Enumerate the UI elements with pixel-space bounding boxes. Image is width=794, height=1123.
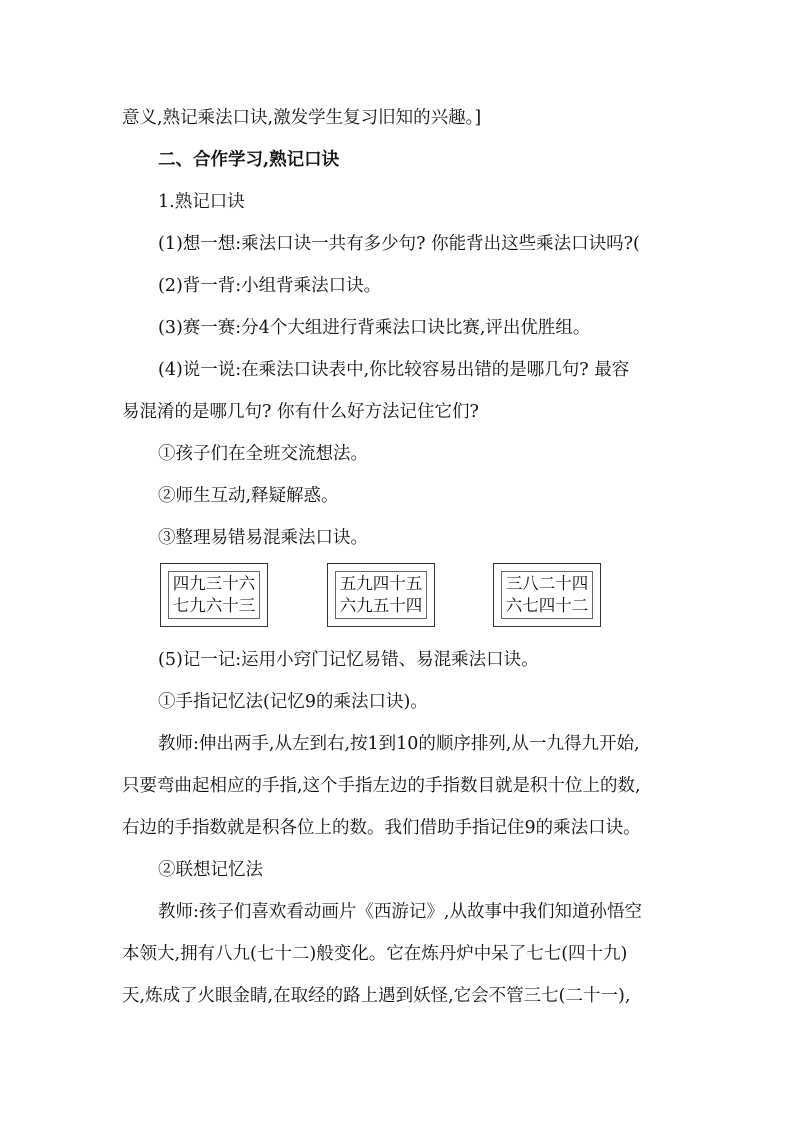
paragraph-line-intro-end: 意义,熟记乘法口诀,激发学生复习旧知的兴趣。] (122, 108, 482, 128)
formula-box-1-inner (168, 571, 260, 619)
teacher-finger-line-3: 右边的手指数就是积各位上的数。我们借助手指记住9的乘法口诀。 (122, 818, 641, 838)
teacher-finger-line-1: 教师:伸出两手,从左到右,按1到10的顺序排列,从一九得九开始, (158, 734, 640, 754)
formula-box-3-line-2: 六七四十二 (505, 596, 589, 615)
formula-box-2-line-2: 六九五十四 (339, 596, 423, 615)
step-memorize: (5)记一记:运用小窍门记忆易错、易混乘法口诀。 (158, 650, 539, 670)
formula-box-1-line-2: 七九六十三 (172, 596, 256, 615)
step-think: (1)想一想:乘法口诀一共有多少句? 你能背出这些乘法口诀吗?( (158, 234, 640, 254)
teacher-story-line-2: 本领大,拥有八九(七十二)般变化。它在炼丹炉中呆了七七(四十九) (122, 944, 628, 964)
point-organize: ③整理易错易混乘法口诀。 (158, 528, 368, 548)
step-discuss: (4)说一说:在乘法口诀表中,你比较容易出错的是哪几句? 最容 (158, 360, 630, 380)
point-interact: ②师生互动,释疑解惑。 (158, 486, 339, 506)
formula-box-1-line-1: 四九三十六 (172, 574, 256, 593)
teacher-story-line-3: 天,炼成了火眼金睛,在取经的路上遇到妖怪,它会不管三七(二十一), (122, 986, 631, 1006)
formula-box-1 (160, 563, 268, 627)
method-finger: ①手指记忆法(记忆9的乘法口诀)。 (158, 692, 428, 712)
section-heading: 二、合作学习,熟记口诀 (158, 150, 340, 170)
step-recite: (2)背一背:小组背乘法口诀。 (158, 276, 382, 296)
formula-box-2-inner (335, 571, 427, 619)
subsection-heading: 1.熟记口诀 (158, 192, 245, 212)
step-compete: (3)赛一赛:分4个大组进行背乘法口诀比赛,评出优胜组。 (158, 318, 591, 338)
point-exchange: ①孩子们在全班交流想法。 (158, 444, 368, 464)
formula-box-2 (327, 563, 435, 627)
teacher-story-line-1: 教师:孩子们喜欢看动画片《西游记》,从故事中我们知道孙悟空 (158, 902, 642, 922)
formula-box-3-line-1: 三八二十四 (505, 574, 589, 593)
formula-box-3-inner (501, 571, 593, 619)
formula-box-3 (493, 563, 601, 627)
formula-box-2-line-1: 五九四十五 (339, 574, 423, 593)
teacher-finger-line-2: 只要弯曲起相应的手指,这个手指左边的手指数目就是积十位上的数, (122, 776, 641, 796)
method-association: ②联想记忆法 (158, 860, 263, 880)
step-discuss-continued: 易混淆的是哪几句? 你有什么好方法记住它们? (122, 402, 479, 422)
